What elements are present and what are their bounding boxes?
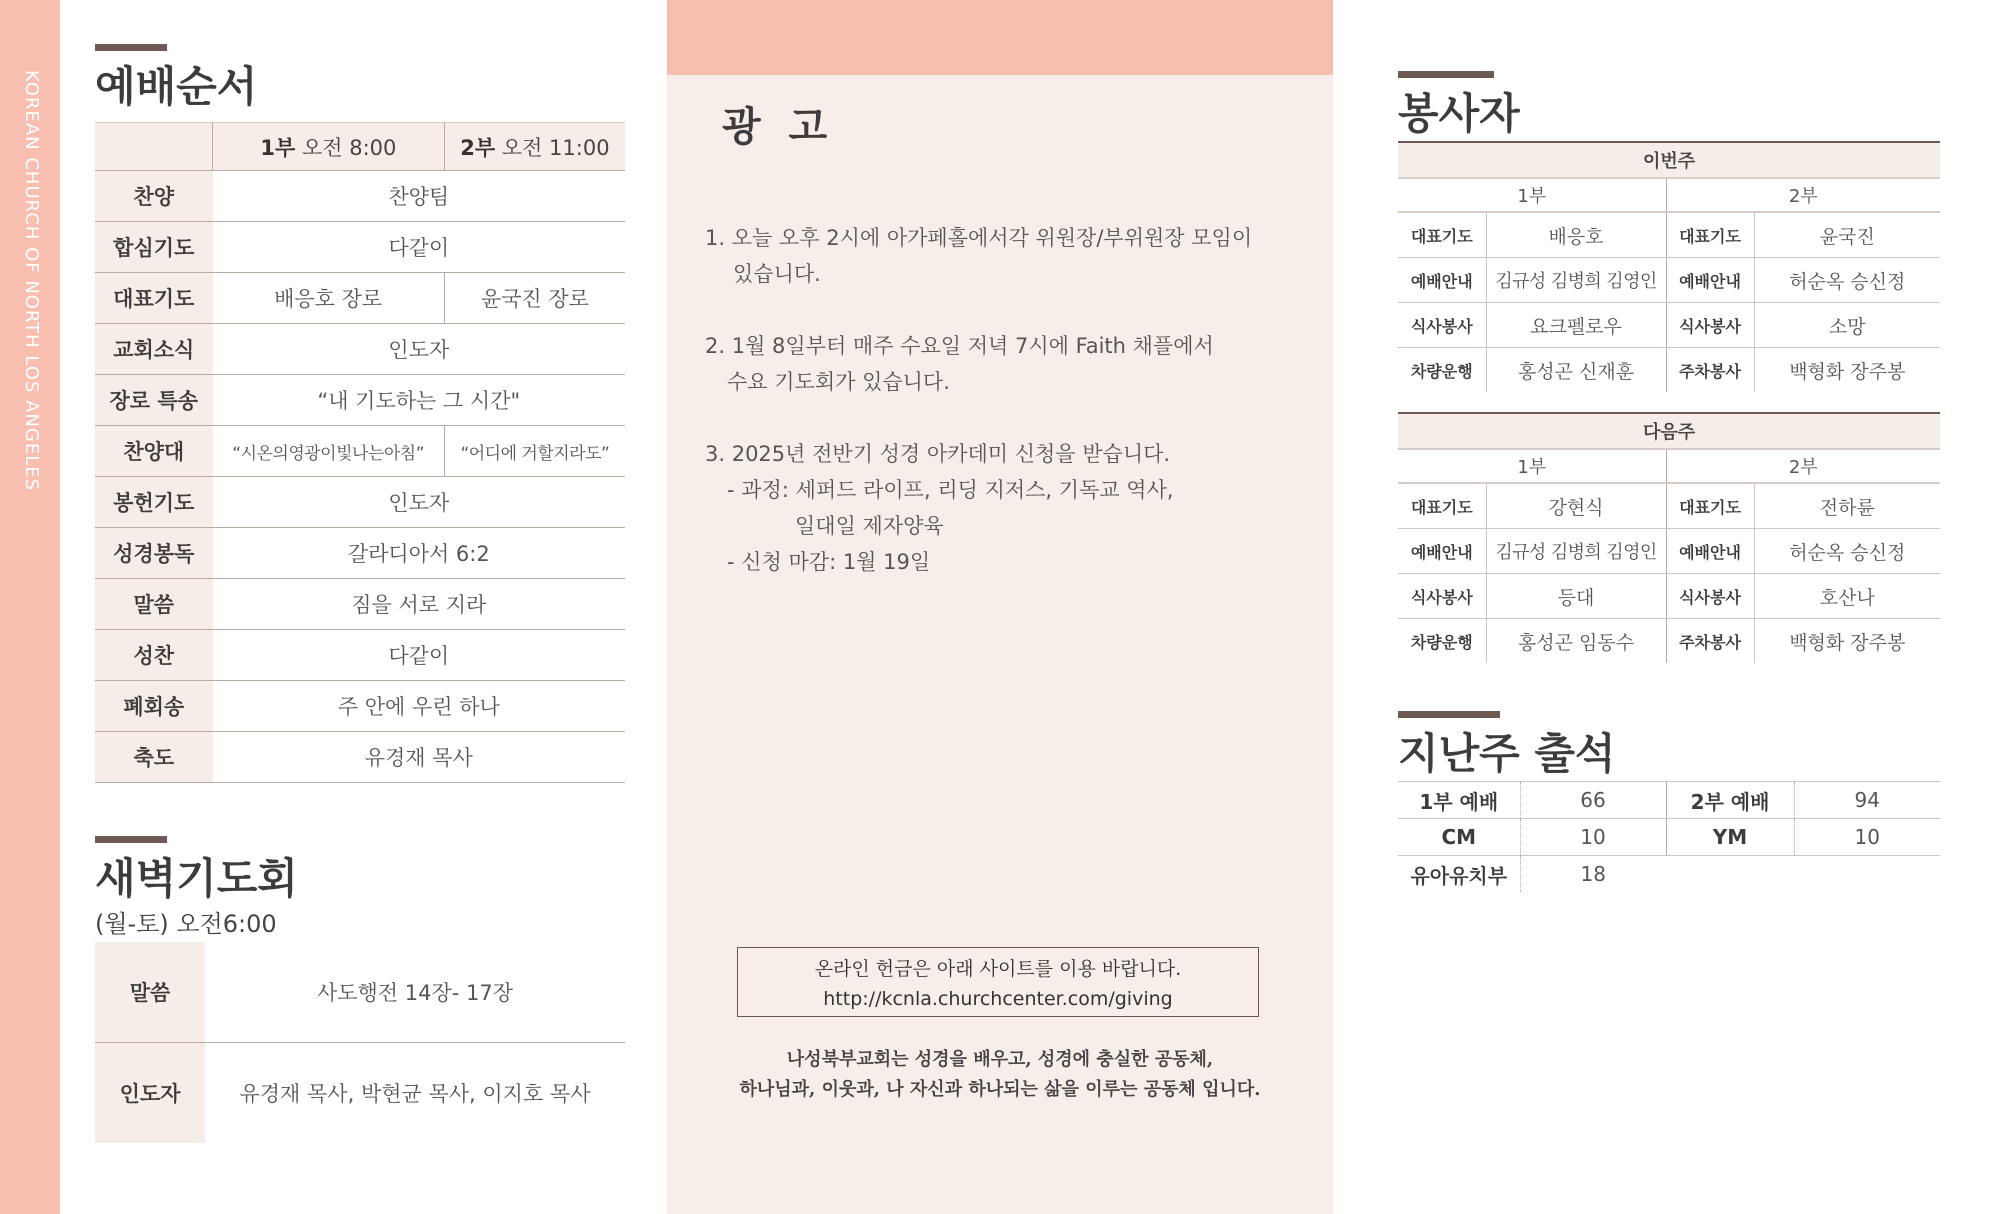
order-row (95, 324, 625, 375)
giving-link[interactable]: http://kcnla.churchcenter.com/giving (823, 988, 1173, 1010)
order-title: 예배순서 (95, 62, 258, 111)
role-label: 예배안내 (1398, 529, 1486, 574)
volunteer-name: 김규성 김병희 김영인 (1486, 529, 1666, 574)
order-label: 장로 특송 (95, 375, 213, 426)
order-row (95, 375, 625, 426)
order-label: 대표기도 (95, 273, 213, 324)
attendance-label: 1부 예배 (1398, 782, 1520, 819)
attendance-count: 66 (1520, 782, 1666, 819)
volunteer-name: 요크펠로우 (1486, 303, 1666, 348)
order-header-row (95, 123, 625, 171)
order-header-part2 (444, 123, 625, 171)
volunteer-name: 배응호 (1486, 212, 1666, 258)
announcement-line: - 과정: 세퍼드 라이프, 리딩 지저스, 기독교 역사, (727, 478, 1174, 502)
announcement-line: - 신청 마감: 1월 19일 (727, 550, 931, 574)
dawn-title: 새벽기도회 (95, 854, 298, 903)
part2-label: 2부 (460, 135, 496, 160)
parts-row (1398, 449, 1940, 483)
role-label: 주차봉사 (1666, 348, 1754, 393)
announcement-line: 수요 기도회가 있습니다. (727, 370, 950, 394)
attendance-label: 2부 예배 (1666, 782, 1794, 819)
order-value-part2: “어디에 거할지라도” (444, 426, 625, 477)
attendance-count: 10 (1794, 819, 1940, 856)
order-label: 폐회송 (95, 681, 213, 732)
order-row (95, 273, 625, 324)
order-value: “내 기도하는 그 시간" (213, 375, 626, 426)
week-header-row (1398, 413, 1940, 449)
volunteer-row (1398, 483, 1940, 529)
attendance-count: 18 (1520, 856, 1666, 893)
volunteer-row (1398, 574, 1940, 619)
volunteer-name: 전하륜 (1754, 483, 1940, 529)
volunteer-name: 허순옥 승신정 (1754, 529, 1940, 574)
order-row (95, 732, 625, 783)
volunteer-row (1398, 212, 1940, 258)
order-value: 다같이 (213, 630, 626, 681)
order-header-blank (95, 123, 213, 171)
role-label: 예배안내 (1398, 258, 1486, 303)
role-label: 대표기도 (1666, 483, 1754, 529)
volunteer-name: 강현식 (1486, 483, 1666, 529)
week-header-row (1398, 142, 1940, 178)
part1-label: 1부 (260, 135, 296, 160)
side-spine (0, 0, 60, 1214)
volunteer-name: 백형화 장주봉 (1754, 348, 1940, 393)
order-label: 성경봉독 (95, 528, 213, 579)
role-label: 차량운행 (1410, 361, 1473, 381)
volunteer-name: 호산나 (1754, 574, 1940, 619)
attendance-row (1398, 856, 1940, 893)
order-label: 성찬 (95, 630, 213, 681)
announcement-item (705, 328, 1305, 400)
announcement-line: 1. 오늘 오후 2시에 아가페홀에서각 위원장/부위원장 모임이 (705, 226, 1253, 250)
volunteer-name: 홍성곤 신재훈 (1486, 348, 1666, 393)
church-motto (667, 1045, 1333, 1105)
attendance-table (1398, 781, 1940, 892)
announcement-item (705, 220, 1305, 292)
order-value: 갈라디아서 6:2 (213, 528, 626, 579)
attendance-label: 유아유치부 (1410, 863, 1508, 888)
order-value: 주 안에 우린 하나 (213, 681, 626, 732)
parts-row (1398, 178, 1940, 212)
order-label: 축도 (95, 732, 213, 783)
dawn-value: 유경재 목사, 박현균 목사, 이지호 목사 (239, 1082, 591, 1106)
order-accent-bar (95, 44, 167, 51)
volunteer-name: 등대 (1486, 574, 1666, 619)
dawn-label: 말씀 (95, 942, 205, 1043)
role-label: 예배안내 (1666, 258, 1754, 303)
week-label: 이번주 (1398, 142, 1940, 178)
role-label: 식사봉사 (1666, 574, 1754, 619)
order-row (95, 171, 625, 222)
online-giving-box (737, 947, 1259, 1017)
part2-header: 2부 (1666, 178, 1940, 212)
part1-header: 1부 (1398, 178, 1666, 212)
role-label: 대표기도 (1666, 212, 1754, 258)
motto-line: 하나님과, 이웃과, 나 자신과 하나되는 삶을 이루는 공동체 입니다. (739, 1079, 1261, 1100)
week-label: 다음주 (1398, 413, 1940, 449)
dawn-row (95, 942, 625, 1043)
order-value-part1: “시온의영광이빛나는아침” (213, 426, 445, 477)
dawn-accent-bar (95, 836, 167, 843)
part2-time: 오전 11:00 (501, 135, 610, 160)
attendance-count: 10 (1520, 819, 1666, 856)
volunteer-name: 김규성 김병희 김영인 (1486, 258, 1666, 303)
order-row (95, 630, 625, 681)
part1-time: 오전 8:00 (301, 135, 397, 160)
volunteer-this-week-table (1398, 141, 1940, 392)
role-label: 식사봉사 (1398, 303, 1486, 348)
part1-header: 1부 (1398, 449, 1666, 483)
role-label: 차량운행 (1410, 632, 1473, 652)
motto-line: 나성북부교회는 성경을 배우고, 성경에 충실한 공동체, (786, 1049, 1214, 1070)
announcement-item (705, 436, 1305, 580)
order-header-part1 (213, 123, 445, 171)
dawn-value: 사도행전 14장- 17장 (205, 942, 625, 1043)
volunteer-name: 소망 (1754, 303, 1940, 348)
role-label: 대표기도 (1398, 212, 1486, 258)
attendance-label: CM (1398, 819, 1520, 856)
order-value: 찬양팀 (213, 171, 626, 222)
announcement-line: 3. 2025년 전반기 성경 아카데미 신청을 받습니다. (705, 442, 1171, 466)
spine-text: KOREAN CHURCH OF NORTH LOS ANGELES (21, 70, 42, 492)
part2-header: 2부 (1666, 449, 1940, 483)
role-label: 예배안내 (1666, 529, 1754, 574)
volunteer-row (1398, 258, 1940, 303)
announcement-line: 일대일 제자양육 (795, 514, 944, 538)
dawn-row (95, 1043, 625, 1144)
volunteer-row (1398, 303, 1940, 348)
order-value-part2: 윤국진 장로 (444, 273, 625, 324)
order-value-part1: 배응호 장로 (213, 273, 445, 324)
order-label: 찬양 (95, 171, 213, 222)
announcement-title: 광 고 (722, 103, 828, 150)
volunteer-title: 봉사자 (1398, 89, 1520, 138)
volunteer-accent-bar (1398, 71, 1494, 78)
order-label: 말씀 (95, 579, 213, 630)
volunteer-row (1398, 619, 1940, 664)
order-value: 다같이 (213, 222, 626, 273)
order-label: 찬양대 (95, 426, 213, 477)
volunteer-next-week-table (1398, 412, 1940, 663)
order-row (95, 222, 625, 273)
order-row (95, 681, 625, 732)
order-value: 인도자 (213, 477, 626, 528)
attendance-accent-bar (1398, 711, 1500, 718)
announcement-line: 2. 1월 8일부터 매주 수요일 저녁 7시에 Faith 채플에서 (705, 334, 1214, 358)
role-label: 식사봉사 (1666, 303, 1754, 348)
attendance-row (1398, 782, 1940, 819)
order-label: 교회소식 (95, 324, 213, 375)
attendance-count: 94 (1794, 782, 1940, 819)
announcement-line: 있습니다. (733, 262, 821, 286)
dawn-schedule: (월-토) 오전6:00 (95, 910, 277, 938)
order-row (95, 426, 625, 477)
attendance-title: 지난주 출석 (1398, 729, 1616, 778)
volunteer-name: 백형화 장주봉 (1754, 619, 1940, 664)
attendance-label: YM (1666, 819, 1794, 856)
order-label: 합심기도 (95, 222, 213, 273)
order-row (95, 579, 625, 630)
role-label: 대표기도 (1398, 483, 1486, 529)
order-row (95, 528, 625, 579)
order-row (95, 477, 625, 528)
order-of-service-table (95, 122, 625, 783)
order-label: 봉헌기도 (95, 477, 213, 528)
announcement-top-band (667, 0, 1333, 75)
dawn-prayer-table (95, 942, 625, 1143)
order-value: 짐을 서로 지라 (213, 579, 626, 630)
dawn-label: 인도자 (95, 1043, 205, 1144)
role-label: 주차봉사 (1666, 619, 1754, 664)
announcement-list (705, 220, 1305, 616)
volunteer-name: 윤국진 (1754, 212, 1940, 258)
volunteer-name: 홍성곤 임동수 (1486, 619, 1666, 664)
role-label: 식사봉사 (1398, 574, 1486, 619)
volunteer-name: 허순옥 승신정 (1754, 258, 1940, 303)
order-value: 인도자 (213, 324, 626, 375)
attendance-row (1398, 819, 1940, 856)
order-value: 유경재 목사 (213, 732, 626, 783)
giving-notice: 온라인 헌금은 아래 사이트를 이용 바랍니다. (814, 958, 1182, 980)
volunteer-row (1398, 348, 1940, 393)
volunteer-row (1398, 529, 1940, 574)
